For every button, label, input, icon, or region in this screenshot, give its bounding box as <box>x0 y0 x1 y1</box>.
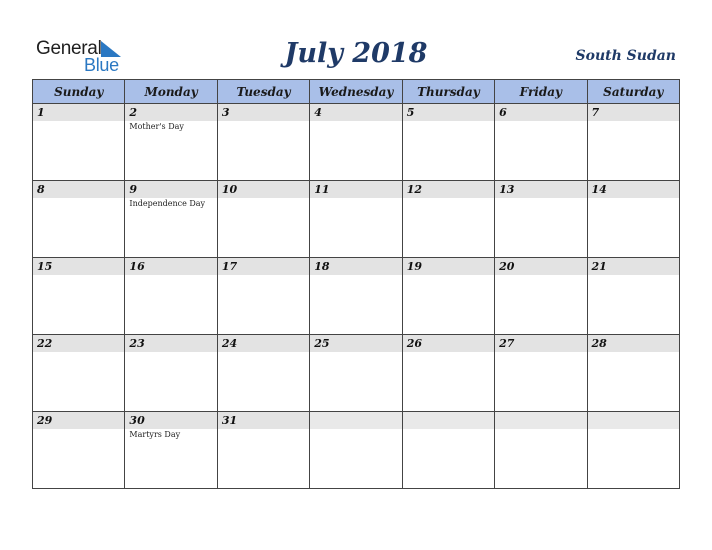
day-cell <box>125 258 217 335</box>
day-number: 14 <box>588 181 679 198</box>
day-number <box>403 412 494 429</box>
day-cell <box>310 104 402 181</box>
calendar-body <box>33 104 680 489</box>
day-cell <box>217 258 309 335</box>
day-cell <box>310 181 402 258</box>
day-number: 26 <box>403 335 494 352</box>
day-cell <box>33 181 125 258</box>
day-number: 16 <box>125 258 216 275</box>
day-number: 11 <box>310 181 401 198</box>
day-cell <box>33 335 125 412</box>
day-number: 21 <box>588 258 679 275</box>
day-number: 6 <box>495 104 586 121</box>
day-number: 8 <box>33 181 124 198</box>
calendar-grid <box>32 79 680 489</box>
weekday-thursday: Thursday <box>402 80 494 104</box>
day-cell <box>402 335 494 412</box>
day-cell <box>33 258 125 335</box>
day-cell <box>402 104 494 181</box>
day-cell <box>495 335 587 412</box>
day-cell <box>310 412 402 489</box>
day-number: 27 <box>495 335 586 352</box>
day-number: 25 <box>310 335 401 352</box>
weekday-wednesday: Wednesday <box>310 80 402 104</box>
holiday-label: Mother's Day <box>129 122 184 131</box>
day-number: 15 <box>33 258 124 275</box>
day-cell <box>217 335 309 412</box>
day-cell <box>587 258 679 335</box>
day-number: 1 <box>33 104 124 121</box>
day-cell <box>125 335 217 412</box>
weekday-monday: Monday <box>125 80 217 104</box>
day-number <box>310 412 401 429</box>
day-cell <box>310 335 402 412</box>
day-cell <box>495 181 587 258</box>
day-number <box>588 412 679 429</box>
day-cell <box>125 412 217 489</box>
day-cell <box>125 181 217 258</box>
day-cell <box>495 412 587 489</box>
day-number: 23 <box>125 335 216 352</box>
day-number: 28 <box>588 335 679 352</box>
day-number: 18 <box>310 258 401 275</box>
day-cell <box>125 104 217 181</box>
calendar-title: July 2018 <box>284 38 428 69</box>
day-cell <box>402 412 494 489</box>
day-number: 29 <box>33 412 124 429</box>
day-number: 30 <box>125 412 216 429</box>
day-number: 19 <box>403 258 494 275</box>
day-number: 7 <box>588 104 679 121</box>
day-number: 4 <box>310 104 401 121</box>
week-row <box>33 181 680 258</box>
week-row <box>33 258 680 335</box>
day-number: 3 <box>218 104 309 121</box>
day-number: 17 <box>218 258 309 275</box>
logo-text-general: General <box>36 38 102 59</box>
country-name: South Sudan <box>575 48 676 64</box>
week-row <box>33 335 680 412</box>
weekday-tuesday: Tuesday <box>217 80 309 104</box>
day-number: 22 <box>33 335 124 352</box>
weekday-header-row <box>33 80 680 104</box>
day-cell <box>587 181 679 258</box>
day-number: 2 <box>125 104 216 121</box>
logo-text-blue: Blue <box>84 55 119 75</box>
day-cell <box>217 181 309 258</box>
day-cell <box>217 104 309 181</box>
day-cell <box>587 412 679 489</box>
holiday-label: Independence Day <box>129 199 206 208</box>
day-cell <box>33 412 125 489</box>
day-cell <box>310 258 402 335</box>
day-number: 5 <box>403 104 494 121</box>
week-row <box>33 104 680 181</box>
day-cell <box>33 104 125 181</box>
week-row <box>33 412 680 489</box>
day-number: 20 <box>495 258 586 275</box>
day-number: 9 <box>125 181 216 198</box>
day-number: 13 <box>495 181 586 198</box>
day-number <box>495 412 586 429</box>
day-number: 10 <box>218 181 309 198</box>
holiday-label: Martyrs Day <box>129 430 181 439</box>
day-cell <box>587 104 679 181</box>
day-number: 31 <box>218 412 309 429</box>
day-number: 24 <box>218 335 309 352</box>
weekday-friday: Friday <box>495 80 587 104</box>
day-cell <box>495 258 587 335</box>
day-cell <box>495 104 587 181</box>
day-number: 12 <box>403 181 494 198</box>
day-cell <box>402 258 494 335</box>
day-cell <box>217 412 309 489</box>
day-cell <box>402 181 494 258</box>
weekday-sunday: Sunday <box>33 80 125 104</box>
day-cell <box>587 335 679 412</box>
weekday-saturday: Saturday <box>587 80 679 104</box>
